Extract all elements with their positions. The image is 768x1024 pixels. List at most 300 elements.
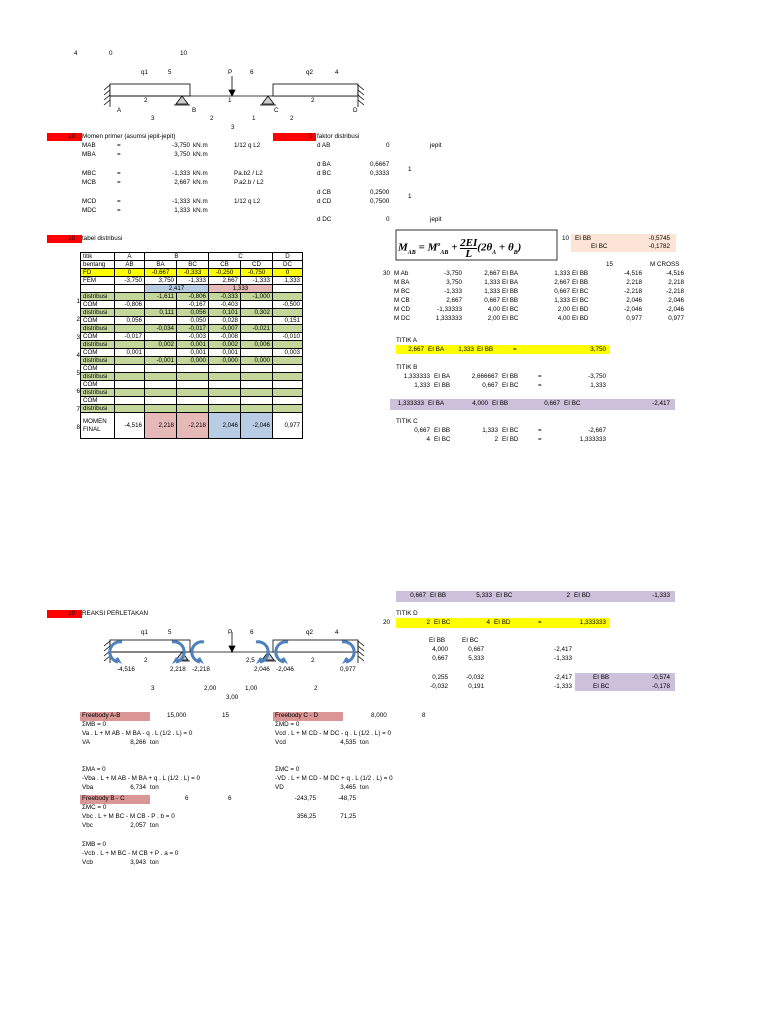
distribution-row [81, 397, 303, 405]
node-d: D [353, 107, 358, 114]
distribution-row [81, 357, 303, 365]
cell [115, 365, 145, 373]
tb2-b: 0,667 [482, 382, 498, 389]
titik-c-heading: TITIK C [396, 418, 418, 425]
sde-cell: 2,667 [446, 297, 462, 304]
fd-name: d CB [317, 189, 331, 196]
sde-cell: 2,00 [487, 315, 500, 322]
cell: A [115, 253, 145, 261]
fd-val: 0 [386, 216, 390, 223]
fd-name: d CD [317, 198, 332, 205]
cell: 0,001 [177, 349, 209, 357]
cell [273, 397, 303, 405]
cell [177, 405, 209, 413]
sde-cell: EI BA [502, 270, 519, 277]
cell [209, 397, 241, 405]
tabel-distribusi-tag-number: 10 [68, 235, 76, 242]
moment-a: -4,516 [117, 666, 135, 673]
fb-eq: Vbc . L + M BC - M CB - P . b = 0 [82, 813, 175, 820]
mp-unit: kN.m [193, 179, 208, 186]
cell: 3,750 [145, 277, 177, 285]
ei-bb-label: EI BB [575, 235, 592, 242]
tb1-b: 2,666667 [471, 373, 498, 380]
sde-cell: EI BB [502, 297, 519, 304]
fd-note: jepit [430, 216, 442, 223]
tb2-eq: = [538, 382, 542, 389]
tc2-eq: = [538, 436, 542, 443]
matrix-cell: 0,667 [468, 646, 484, 653]
header-row-bentang [81, 261, 303, 269]
cell: -0,750 [241, 269, 273, 277]
freebody-ab-title: Freebody A-B [82, 712, 121, 719]
dim-5: 2 [210, 115, 214, 122]
lower-n20: 20 [383, 619, 391, 626]
cell [241, 389, 273, 397]
dim: 2,5 [246, 657, 255, 664]
cell [115, 397, 145, 405]
matrix-cell: 0,191 [468, 683, 484, 690]
cell [241, 349, 273, 357]
matrix-result: -0,574 [652, 674, 670, 681]
momen-primer-tag [47, 133, 82, 141]
cell: 0,001 [115, 349, 145, 357]
cell [209, 405, 241, 413]
dim-4: 3 [151, 115, 155, 122]
fb-eq: Vcd . L + M CD - M DC - q . L (1/2 . L) = 0 [275, 730, 392, 737]
mp-val: -1,333 [172, 198, 190, 205]
cell: -1,611 [145, 293, 177, 301]
cell [241, 405, 273, 413]
row-label: distribusi [81, 405, 115, 413]
cell: 0,101 [209, 309, 241, 317]
fd-sum: 1 [408, 166, 412, 173]
matrix-cell: -2,417 [554, 646, 572, 653]
sde-cell: 2,667 [484, 270, 500, 277]
row-label: COM [81, 381, 115, 389]
distribution-row [81, 293, 303, 301]
cell: 0,002 [145, 341, 177, 349]
cell: -0,667 [145, 269, 177, 277]
cell: 0,001 [177, 341, 209, 349]
cell: -0,010 [273, 333, 303, 341]
mp-unit: kN.m [193, 151, 208, 158]
row-number: 3 [76, 334, 80, 341]
matrix-cell: -1,333 [554, 683, 572, 690]
cell: 1,333 [273, 277, 303, 285]
p2-v: 1,333333 [579, 619, 606, 626]
moment-d: 0,977 [340, 666, 356, 673]
faktor-distribusi-title: faktor distribusi [317, 133, 360, 140]
cell: -0,333 [209, 293, 241, 301]
mp-formula: Pa.b2 / L2 [234, 170, 263, 177]
distribution-row [81, 349, 303, 357]
tc1-b: 1,333 [482, 427, 498, 434]
fb-x: 71,25 [340, 813, 356, 820]
cell [145, 317, 177, 325]
node-b: B [192, 107, 197, 114]
row-number: 6 [76, 388, 80, 395]
cell [273, 381, 303, 389]
matrix-cell: 0,255 [432, 674, 448, 681]
sde-cell: 1,333 [484, 288, 500, 295]
tc2-v: 1,333333 [579, 436, 606, 443]
sde-cell: 0,977 [668, 315, 684, 322]
right-n15: 15 [606, 261, 614, 268]
matrix-cell: 5,333 [468, 655, 484, 662]
mp-name: MCB [82, 179, 96, 186]
matrix-cell: -0,032 [430, 683, 448, 690]
p2-al: EI BC [434, 619, 451, 626]
row-label: COM [81, 333, 115, 341]
sde-cell: 2,00 [557, 306, 570, 313]
cell: -0,500 [273, 301, 303, 309]
cell: FD [81, 269, 115, 277]
p2-b: 4 [486, 619, 490, 626]
matrix-cell: -1,333 [554, 655, 572, 662]
cell [115, 309, 145, 317]
q2-label: q2 [306, 69, 314, 76]
fb-value: 3,943 [130, 859, 146, 866]
cell: 2,218 [145, 413, 177, 439]
sde-cell: -1,333 [444, 288, 462, 295]
cell [145, 333, 177, 341]
mp-name: MBC [82, 170, 96, 177]
length: 2 [314, 685, 318, 692]
momen-primer-title: Momen primer (asumsi jepit-jepit) [82, 133, 176, 140]
p1-bl: EI BC [496, 592, 513, 599]
cell [115, 373, 145, 381]
cell [273, 365, 303, 373]
m-cross-header: M CROSS [650, 261, 680, 268]
sde-cell: M CD [394, 306, 411, 313]
mp-eq: = [117, 142, 121, 149]
fb-key: Vbc [82, 822, 93, 829]
tabel-distribusi-tag [47, 235, 82, 243]
cell [273, 405, 303, 413]
cell [241, 301, 273, 309]
cell: -0,021 [241, 325, 273, 333]
sde-cell: EI BC [502, 315, 519, 322]
mp-unit: kN.m [193, 198, 208, 205]
ei-bc-label: EI BC [591, 243, 608, 250]
node-c: C [274, 107, 279, 114]
mp-val: -1,333 [172, 170, 190, 177]
cell: -0,017 [177, 325, 209, 333]
mp-val: 1,333 [174, 207, 190, 214]
sde-cell: 2,218 [668, 279, 684, 286]
distribution-row [81, 405, 303, 413]
cell [115, 381, 145, 389]
q1-label: q1 [141, 629, 149, 636]
sde-cell: -2,046 [624, 306, 642, 313]
top-n2: 0 [109, 50, 113, 57]
reaksi-tag-number: 10 [68, 610, 76, 617]
p1-cl: EI BD [574, 592, 591, 599]
cell: -2,218 [177, 413, 209, 439]
fb-eq: -VD . L + M CD - M DC + q . L (1/2 . L) = 0 [275, 775, 393, 782]
sde-cell: EI BC [502, 306, 519, 313]
freebody-bc-title: Freebody B - C [82, 795, 125, 802]
length: 3,00 [226, 694, 239, 701]
cell: 0,003 [273, 349, 303, 357]
p-label: P [228, 69, 233, 76]
sde-cell: 2,667 [554, 279, 570, 286]
cell: -1,333 [241, 277, 273, 285]
fb-bc-n2: 6 [228, 795, 232, 802]
cell [273, 293, 303, 301]
tc1-al: EI BB [434, 427, 451, 434]
distribution-row [81, 301, 303, 309]
tb3-c: 0,667 [544, 400, 560, 407]
cell [177, 389, 209, 397]
sde-cell: 1,333333 [435, 315, 462, 322]
cell: -2,046 [241, 413, 273, 439]
p1-a: 0,667 [410, 592, 426, 599]
tb2-a: 1,333 [414, 382, 430, 389]
fd-name: d DC [317, 216, 332, 223]
mp-unit: kN.m [193, 207, 208, 214]
cell: AB [115, 261, 145, 269]
distribution-row [81, 309, 303, 317]
final-row [81, 413, 303, 439]
tb1-eq: = [538, 373, 542, 380]
mp-unit: kN.m [193, 170, 208, 177]
row-label: distribusi [81, 389, 115, 397]
tb3-bl: EI BB [492, 400, 509, 407]
sde-cell: M DC [394, 315, 411, 322]
fb-key: Vba [82, 784, 94, 791]
sde-cell: -2,046 [666, 306, 684, 313]
cell: -0,806 [115, 301, 145, 309]
sde-cell: EI BA [502, 279, 519, 286]
fd-val: 0,3333 [370, 170, 390, 177]
slope-deflection-formula: $M_{AB} = M^o_{AB}$ + $\frac{2EI}{L}(2\theta_A + \theta_B)$ [398, 236, 522, 260]
fd-val: 0,6667 [370, 161, 390, 168]
cell: -4,516 [115, 413, 145, 439]
cell [241, 373, 273, 381]
cell: 0,028 [209, 317, 241, 325]
q1-label: q1 [141, 69, 149, 76]
tb2-al: EI BB [434, 382, 451, 389]
distribution-row [81, 317, 303, 325]
fb-x: 356,25 [296, 813, 316, 820]
cell [115, 325, 145, 333]
tc2-al: EI BC [434, 436, 451, 443]
fb-eq: ΣMB = 0 [82, 841, 107, 848]
fb-unit: ton [150, 784, 159, 791]
mp-formula: 1/12 q L2 [234, 198, 261, 205]
matrix-header-bc: EI BC [462, 637, 479, 644]
q2-value: 4 [335, 629, 339, 636]
cell: D [273, 253, 303, 261]
p-label: P [228, 629, 233, 636]
fb-unit: ton [150, 859, 159, 866]
tb1-al: EI BA [434, 373, 451, 380]
length: 3 [151, 685, 155, 692]
cell [273, 373, 303, 381]
matrix-cell: 0,667 [432, 655, 448, 662]
cell: -0,008 [209, 333, 241, 341]
fb-cd-n2: 8 [422, 712, 426, 719]
sde-cell: EI BD [572, 306, 589, 313]
fd-name: d BC [317, 170, 331, 177]
cell [145, 397, 177, 405]
faktor-distribusi-tag-number: 5 [309, 133, 313, 140]
tb1-v: -3,750 [588, 373, 606, 380]
p-value: 6 [250, 69, 254, 76]
fb-key: Vcb [82, 859, 93, 866]
cell: DC [273, 261, 303, 269]
sde-cell: -2,218 [666, 288, 684, 295]
sde-cell: EI BB [572, 270, 589, 277]
sde-cell: M CB [394, 297, 410, 304]
fb-key: VD [275, 784, 284, 791]
fd-val: 0 [386, 142, 390, 149]
cell [115, 389, 145, 397]
mp-val: 2,667 [174, 179, 190, 186]
mp-eq: = [117, 207, 121, 214]
ta-al: EI BA [428, 346, 445, 353]
length: 2,00 [204, 685, 217, 692]
fb-value: 6,734 [130, 784, 146, 791]
top-n1: 4 [74, 50, 78, 57]
ta-a: 2,667 [408, 346, 424, 353]
cell [273, 309, 303, 317]
row-label: COM [81, 397, 115, 405]
sde-cell: M BA [394, 279, 410, 286]
row-number: 5 [76, 370, 80, 377]
cell [209, 381, 241, 389]
row-label: COM [81, 317, 115, 325]
row-label: distribusi [81, 341, 115, 349]
sde-cell: EI BD [572, 315, 589, 322]
sde-cell: -4,516 [624, 270, 642, 277]
cell [145, 381, 177, 389]
sde-cell: M BC [394, 288, 410, 295]
cell: 0,006 [241, 341, 273, 349]
fd-note: jepit [430, 142, 442, 149]
cell: BC [177, 261, 209, 269]
fb-value: 2,057 [130, 822, 146, 829]
node-a: A [117, 107, 122, 114]
mp-val: -3,750 [172, 142, 190, 149]
mp-val: 3,750 [174, 151, 190, 158]
titik-d-heading: TITIK D [396, 610, 418, 617]
tb2-bl: EI BC [502, 382, 519, 389]
distribution-row [81, 381, 303, 389]
mp-name: MDC [82, 207, 97, 214]
row-number: 8 [76, 424, 80, 431]
fd-sum: 1 [408, 193, 412, 200]
cell: -0,167 [177, 301, 209, 309]
cell: 0 [273, 269, 303, 277]
dim: 2 [144, 657, 148, 664]
fb-ab-n1: 15,000 [167, 712, 187, 719]
cell [115, 293, 145, 301]
cell [177, 365, 209, 373]
fb-x: -48,75 [338, 795, 356, 802]
mp-formula: 1/12 q L2 [234, 142, 261, 149]
sde-cell: 0,667 [554, 288, 570, 295]
sde-cell: 2,046 [626, 297, 642, 304]
matrix-header-bb: EI BB [429, 637, 446, 644]
matrix-label: EI BC [593, 683, 610, 690]
final-label: MOMEN FINAL [81, 413, 115, 439]
ei-bb-value: -0,5745 [648, 235, 670, 242]
cell: -0,017 [115, 333, 145, 341]
fd-row [81, 269, 303, 277]
tb3-al: EI BA [428, 400, 445, 407]
q2-value: 4 [335, 69, 339, 76]
fb-eq: ΣMC = 0 [275, 766, 300, 773]
cell [241, 333, 273, 341]
fb-ab-n2: 15 [222, 712, 230, 719]
fb-eq: ΣMA = 0 [82, 766, 106, 773]
cell [115, 405, 145, 413]
fb-x: -243,75 [294, 795, 316, 802]
fb-eq: ΣMD = 0 [275, 721, 300, 728]
tc2-a: 4 [426, 436, 430, 443]
cell [241, 365, 273, 373]
cell: BA [145, 261, 177, 269]
cell: -1,000 [241, 293, 273, 301]
ta-bl: EI BB [477, 346, 494, 353]
row-number: 7 [76, 406, 80, 413]
cell: CB [209, 261, 241, 269]
p1-al: EI BB [430, 592, 447, 599]
cell: 0,111 [145, 309, 177, 317]
beam-1 [104, 76, 364, 107]
reaksi-title: REAKSI PERLETAKAN [82, 610, 149, 617]
mp-name: MCD [82, 198, 97, 205]
sde-cell: 4,00 [487, 306, 500, 313]
cell [209, 373, 241, 381]
row-number: 1 [76, 298, 80, 305]
sde-cell: 2,046 [668, 297, 684, 304]
cell [145, 405, 177, 413]
cell [145, 373, 177, 381]
dim-1: 2 [144, 97, 148, 104]
fb-unit: ton [150, 822, 159, 829]
ta-b: 1,333 [458, 346, 474, 353]
cell: -0,250 [209, 269, 241, 277]
tc1-a: 0,667 [414, 427, 430, 434]
matrix-cell: -2,417 [554, 674, 572, 681]
distribution-row [81, 325, 303, 333]
sde-cell: -1,33333 [437, 306, 462, 313]
cell: 0,151 [273, 317, 303, 325]
distribution-row [81, 341, 303, 349]
fb-eq: Va . L + M AB - M BA - q . L (1/2 . L) = 0 [82, 730, 193, 737]
matrix-result: -0,178 [652, 683, 670, 690]
cell: -0,007 [209, 325, 241, 333]
cell: 0,001 [209, 349, 241, 357]
row-label: distribusi [81, 325, 115, 333]
cell [209, 389, 241, 397]
matrix-cell: -0,032 [466, 674, 484, 681]
cell [177, 397, 209, 405]
fb-unit: ton [360, 739, 369, 746]
fb-key: VA [82, 739, 90, 746]
sde-cell: EI BB [502, 288, 519, 295]
distribution-row [81, 373, 303, 381]
titik-b-heading: TITIK B [396, 364, 418, 371]
row-label: COM [81, 349, 115, 357]
p-value: 6 [250, 629, 254, 636]
fb-unit: ton [360, 784, 369, 791]
cell: 0,056 [115, 317, 145, 325]
cell: 2,667 [209, 277, 241, 285]
